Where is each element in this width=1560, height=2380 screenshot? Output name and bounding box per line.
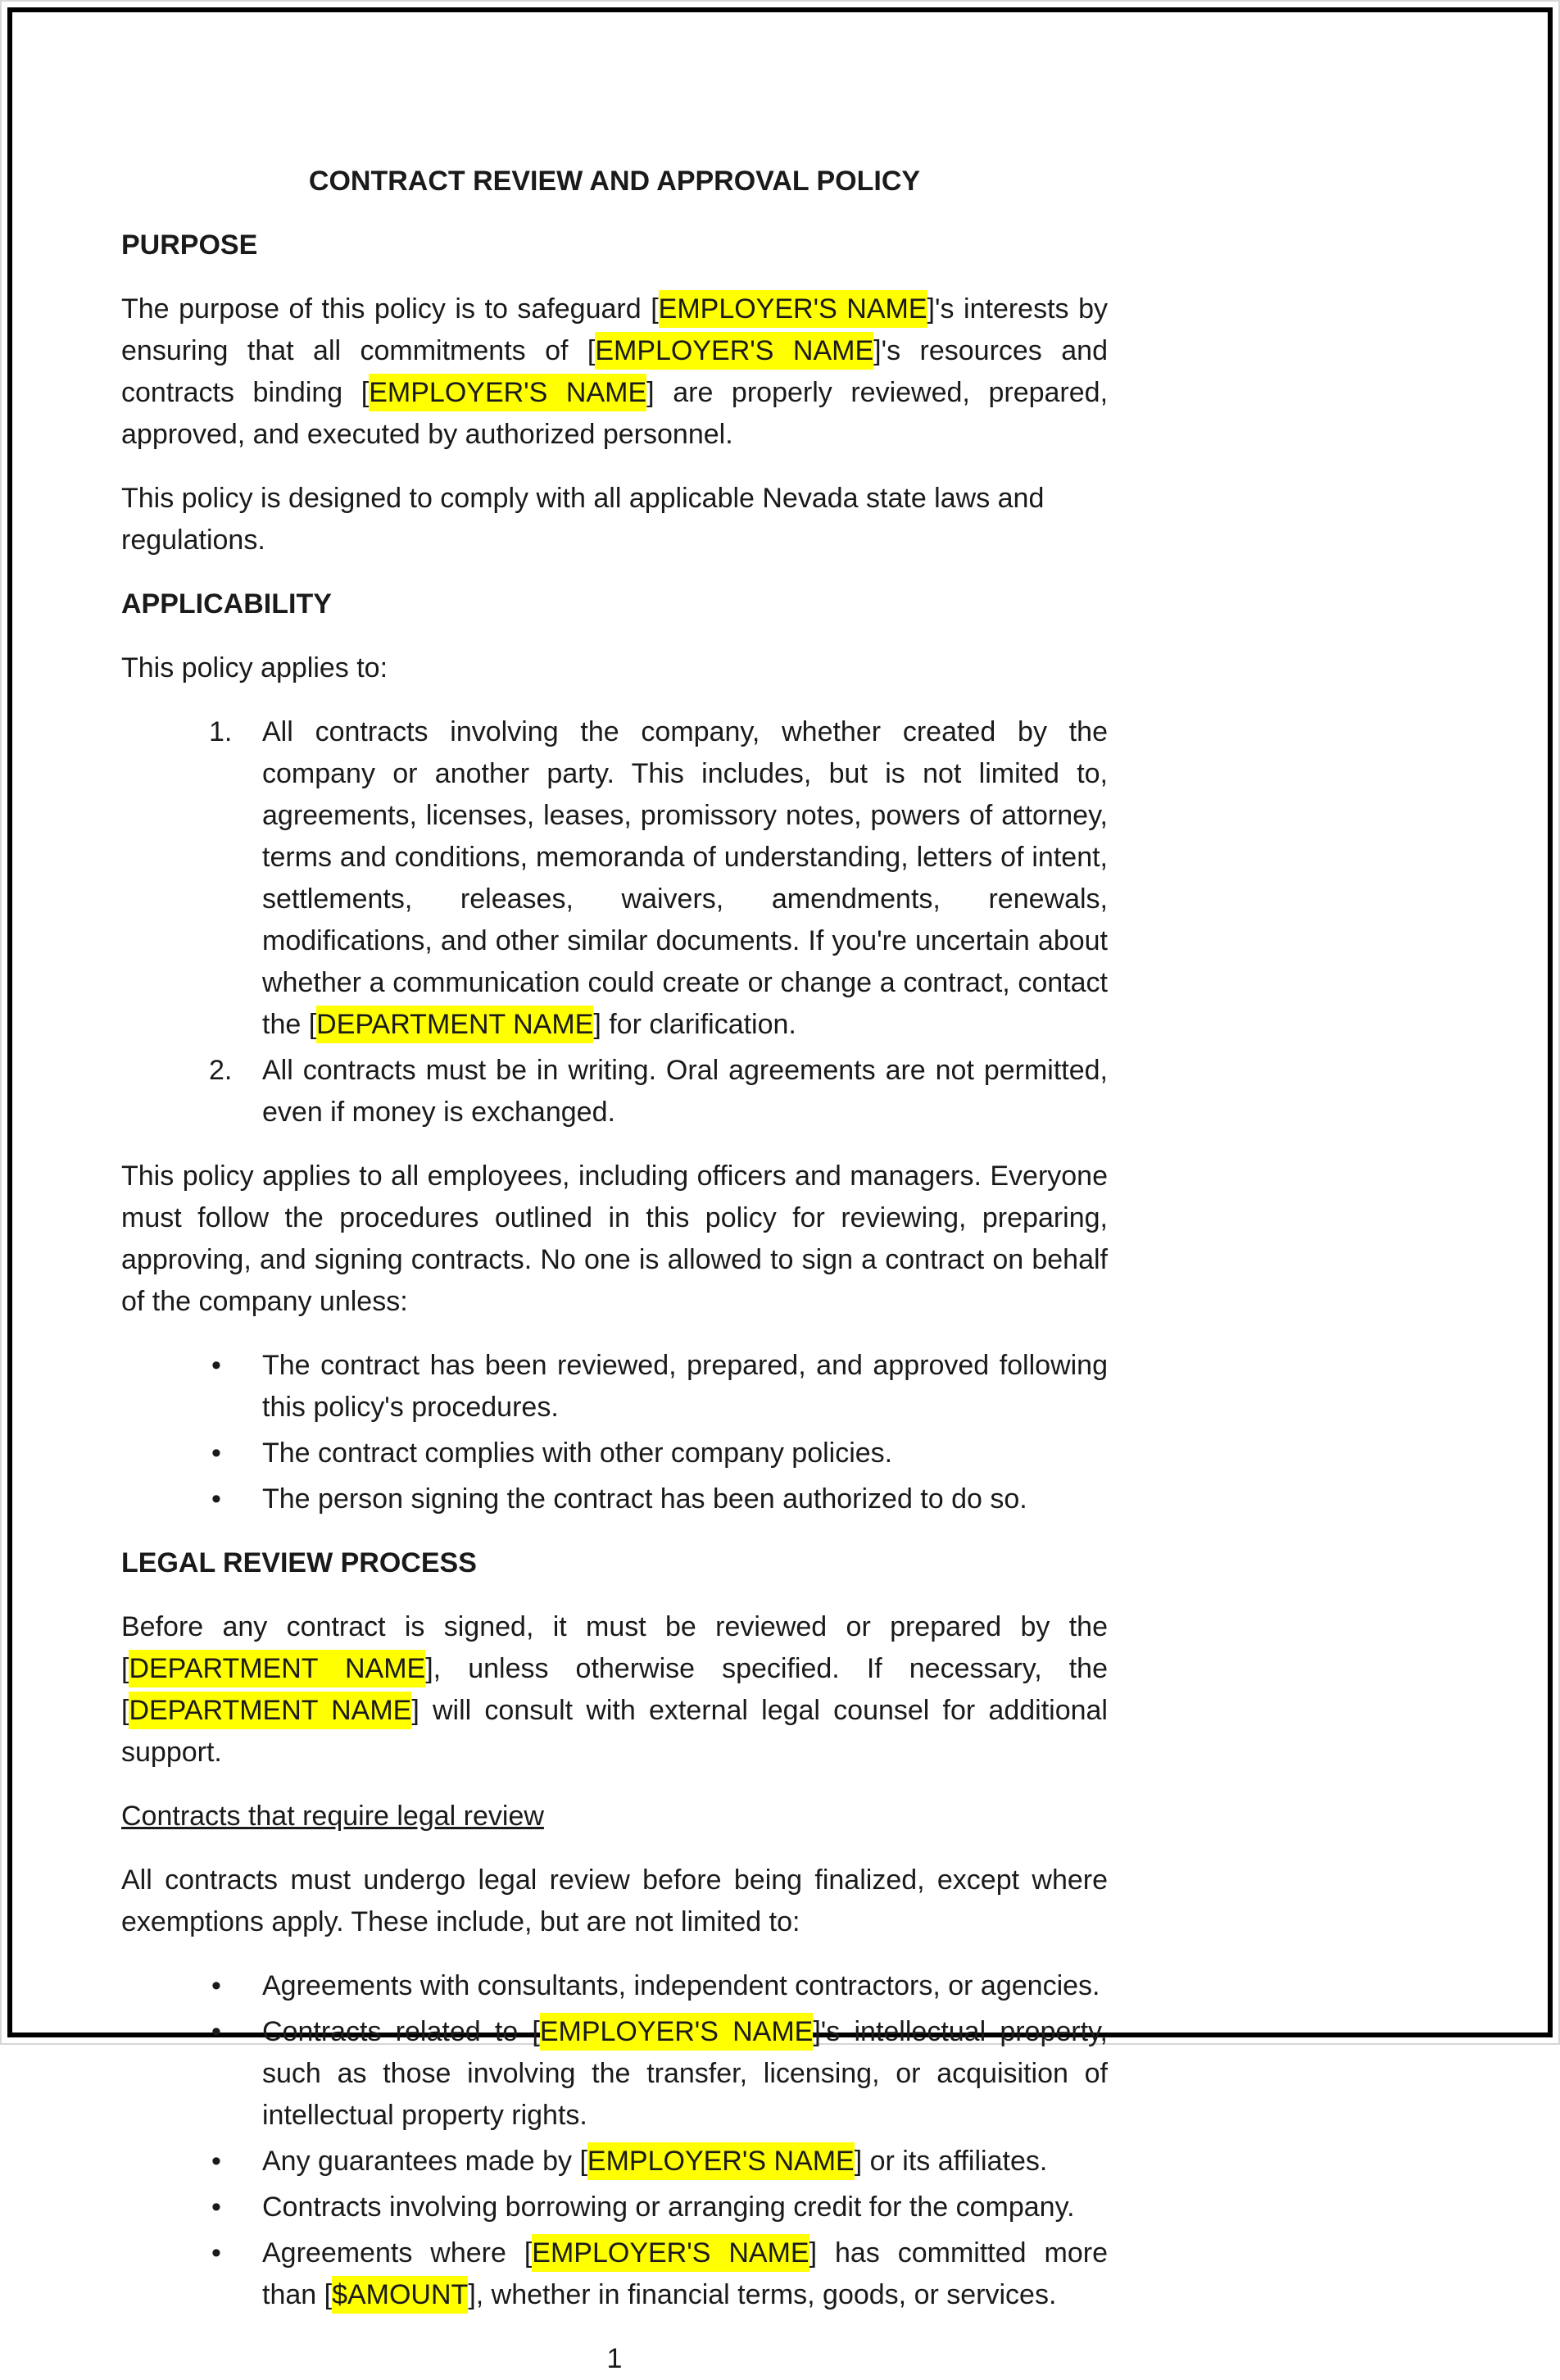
heading-legal-review-process: LEGAL REVIEW PROCESS bbox=[121, 1547, 477, 1578]
placeholder-highlight: EMPLOYER'S NAME bbox=[595, 332, 873, 370]
placeholder-highlight: EMPLOYER'S NAME bbox=[587, 2142, 855, 2180]
text-run: ]'s interests by ensuring that all commitments of [ bbox=[121, 293, 1108, 366]
text-run: ] will consult with external legal counsel for additional support. bbox=[121, 1695, 1108, 1768]
placeholder-highlight: DEPARTMENT NAME bbox=[316, 1006, 593, 1043]
paragraph-purpose bbox=[121, 288, 1108, 456]
placeholder-highlight: DEPARTMENT NAME bbox=[129, 1692, 411, 1729]
list-item: • Agreements with consultants, independent contractors, or agencies. bbox=[121, 1965, 1108, 2007]
subheading-contracts-require-legal-review: Contracts that require legal review bbox=[121, 1801, 544, 1832]
text-run: ]'s resources and contracts binding [ bbox=[121, 335, 1108, 408]
heading-purpose: PURPOSE bbox=[121, 229, 258, 261]
list-item: • The contract has been reviewed, prepared, and approved following this policy's procedures. bbox=[121, 1345, 1108, 1428]
list-item: • The contract complies with other company policies. bbox=[121, 1433, 1108, 1474]
list-item bbox=[121, 2141, 1108, 2182]
list-item bbox=[121, 2232, 1108, 2316]
paragraph-legal-review bbox=[121, 1606, 1108, 1774]
text-run: ] has committed more than [ bbox=[262, 2237, 1108, 2310]
paragraph-legal-review-exemptions: All contracts must undergo legal review before being finalized, except where exemptions apply. These include, but are not limited to: bbox=[121, 1864, 1108, 1937]
text-run: ] are properly reviewed, prepared, approved, and executed by authorized personnel. bbox=[121, 377, 1109, 450]
placeholder-highlight: EMPLOYER'S NAME bbox=[659, 290, 927, 328]
list-item: • Contracts involving borrowing or arranging credit for the company. bbox=[121, 2187, 1108, 2228]
placeholder-highlight: EMPLOYER'S NAME bbox=[369, 374, 646, 411]
page-number: 1 bbox=[606, 2343, 623, 2374]
heading-applicability: APPLICABILITY bbox=[121, 588, 332, 620]
bullet-list-legal-review-contracts bbox=[121, 1965, 1108, 2316]
placeholder-highlight: $AMOUNT bbox=[332, 2276, 468, 2314]
document-title: CONTRACT REVIEW AND APPROVAL POLICY bbox=[308, 166, 921, 197]
paragraph-employees: This policy applies to all employees, including officers and managers. Everyone must follow the procedures outlined in this policy for reviewing, preparing, approving, and signing contracts. No one is allowed to sign a contract on behalf of the company unless: bbox=[121, 1160, 1108, 1317]
placeholder-highlight: EMPLOYER'S NAME bbox=[532, 2234, 809, 2272]
placeholder-highlight: DEPARTMENT NAME bbox=[129, 1650, 425, 1687]
text-run: Before any contract is signed, it must be reviewed or prepared by the [ bbox=[121, 1611, 1108, 1684]
paragraph-nevada-compliance: This policy is designed to comply with all applicable Nevada state laws and regulations. bbox=[121, 483, 1045, 556]
text-run: Agreements where [ bbox=[262, 2237, 533, 2269]
text-run: ], whether in financial terms, goods, or services. bbox=[468, 2279, 1057, 2310]
numbered-list-applicability bbox=[121, 711, 1108, 1133]
text-run: The purpose of this policy is to safeguard [ bbox=[121, 293, 659, 325]
text-run: ] for clarification. bbox=[593, 1009, 796, 1040]
text-run: Any guarantees made by [ bbox=[262, 2146, 587, 2177]
document-content bbox=[121, 161, 1108, 2380]
list-item: • The person signing the contract has been authorized to do so. bbox=[121, 1478, 1108, 1520]
paragraph-applies-to: This policy applies to: bbox=[121, 652, 388, 684]
list-item bbox=[121, 711, 1108, 1046]
text-run: Contracts related to [ bbox=[262, 2016, 540, 2047]
list-item: All contracts must be in writing. Oral agreements are not permitted, even if money is exchanged. bbox=[262, 1055, 1108, 1128]
list-item bbox=[121, 2011, 1108, 2137]
text-run: ] or its affiliates. bbox=[854, 2146, 1048, 2177]
text-run: ], unless otherwise specified. If necessary, the [ bbox=[121, 1653, 1108, 1726]
bullet-list-signing-conditions bbox=[121, 1345, 1108, 1520]
text-run: ]'s intellectual property, such as those involving the transfer, licensing, or acquisition of intellectual property rights. bbox=[262, 2016, 1108, 2131]
text-run: All contracts involving the company, whether created by the company or another party. This includes, but is not limited to, agreements, licenses, leases, promissory notes, powers of attorney, terms and conditions, memoranda of understanding, letters of intent, settlements, releases, waivers, amendments, renewals, modifications, and other similar documents. If you're uncertain about whether a communication could create or change a contract, contact the [ bbox=[262, 716, 1108, 1040]
placeholder-highlight: EMPLOYER'S NAME bbox=[540, 2013, 814, 2051]
